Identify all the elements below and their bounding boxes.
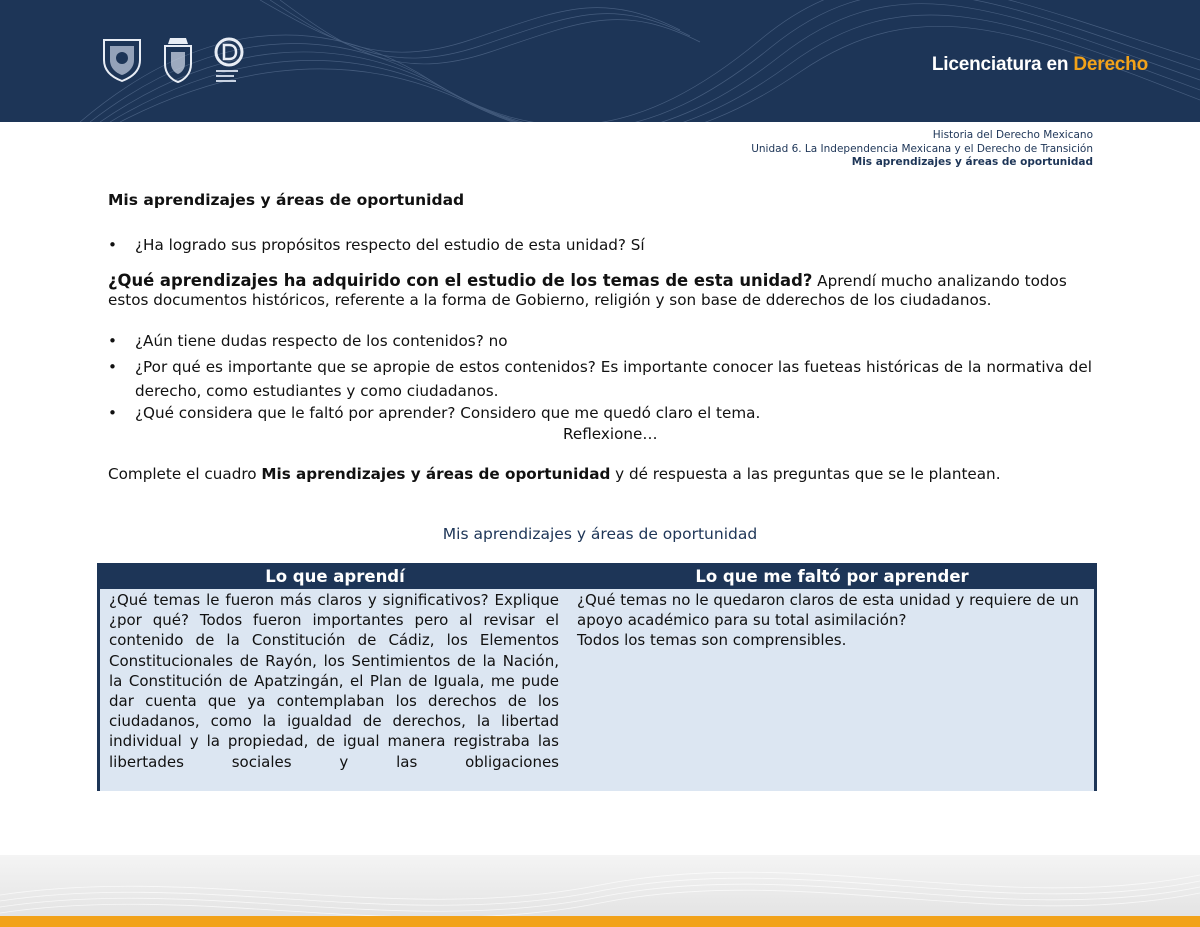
table-title: Mis aprendizajes y áreas de oportunidad xyxy=(442,525,758,543)
unit-name: Unidad 6. La Independencia Mexicana y el Derecho de Transición xyxy=(751,142,1093,155)
column-header-learned: Lo que aprendí xyxy=(265,567,405,586)
program-prefix: Licenciatura en xyxy=(931,54,1074,75)
logo-group xyxy=(100,36,246,88)
content-title-block xyxy=(108,190,1092,210)
instructions-pre: Complete el cuadro xyxy=(108,465,262,483)
program-accent: Derecho xyxy=(1073,54,1148,75)
unam-shield-logo xyxy=(100,36,144,82)
reflect-text: Reflexione… xyxy=(563,425,658,443)
ued-logo xyxy=(212,36,246,88)
question-list-1 xyxy=(108,236,645,254)
instructions-bold: Mis aprendizajes y áreas de oportunidad xyxy=(261,465,611,483)
table-row xyxy=(100,589,1094,791)
document-header xyxy=(751,129,1093,170)
learning-answer: Aprendí mucho analizando todos estos documentos históricos, referente a la forma de Gobierno, religión y son base de dderechos de los ciudadanos. xyxy=(108,272,1067,309)
list-item xyxy=(108,236,645,254)
question-importance: ¿Por qué es importante que se apropie de estos contenidos? Es importante conocer las fueteas históricas de la normativa del derecho, como estudiantes y como ciudadanos. xyxy=(135,358,1092,400)
cell-missing[interactable] xyxy=(563,589,1094,791)
instructions-text xyxy=(108,465,1001,483)
question-purpose: ¿Ha logrado sus propósitos respecto del estudio de esta unidad? Sí xyxy=(135,236,645,254)
cell-learned[interactable] xyxy=(100,589,563,791)
cell-missing-answer: Todos los temas son comprensibles. xyxy=(577,631,847,650)
column-header-missing: Lo que me faltó por aprender xyxy=(695,567,969,586)
list-item xyxy=(108,403,1092,423)
footer-accent-bar xyxy=(0,916,1200,927)
list-item xyxy=(108,355,1092,403)
question-doubts: ¿Aún tiene dudas respecto de los contenidos? no xyxy=(135,332,508,350)
course-name: Historia del Derecho Mexicano xyxy=(932,129,1093,141)
learning-question: ¿Qué aprendizajes ha adquirido con el estudio de los temas de esta unidad? xyxy=(108,271,813,290)
cell-missing-question: ¿Qué temas no le quedaron claros de esta unidad y requiere de un apoyo académico para su total asimilación? xyxy=(577,591,1079,630)
question-list-2 xyxy=(108,333,1092,423)
page-title: Mis aprendizajes y áreas de oportunidad xyxy=(108,191,465,209)
learning-paragraph xyxy=(108,271,1098,310)
header-banner xyxy=(0,0,1200,122)
question-missing: ¿Qué considera que le faltó por aprender? Considero que me quedó claro el tema. xyxy=(135,404,761,422)
cell-learned-text: ¿Qué temas le fueron más claros y significativos? Explique ¿por qué? Todos fueron importantes pero al revisar el contenido de la Constitución de Cádiz, los Elementos Constitucionales de Rayón, los Sentimientos de la Nación, la Constitución de Apatzingán, el Plan de Iguala, me pude dar cuenta que ya contemplaban los derechos de los ciudadanos, como la igualdad de derechos, la libertad individual y la propiedad, de igual manera registraba las libertades sociales y las obligaciones xyxy=(109,591,559,771)
faculty-shield-logo xyxy=(160,36,196,84)
list-item xyxy=(108,333,1092,350)
table-header-row xyxy=(100,563,1094,589)
section-name: Mis aprendizajes y áreas de oportunidad xyxy=(851,156,1093,168)
learning-table xyxy=(97,563,1097,791)
instructions-post: y dé respuesta a las preguntas que se le plantean. xyxy=(610,465,1001,483)
program-title xyxy=(932,54,1148,76)
